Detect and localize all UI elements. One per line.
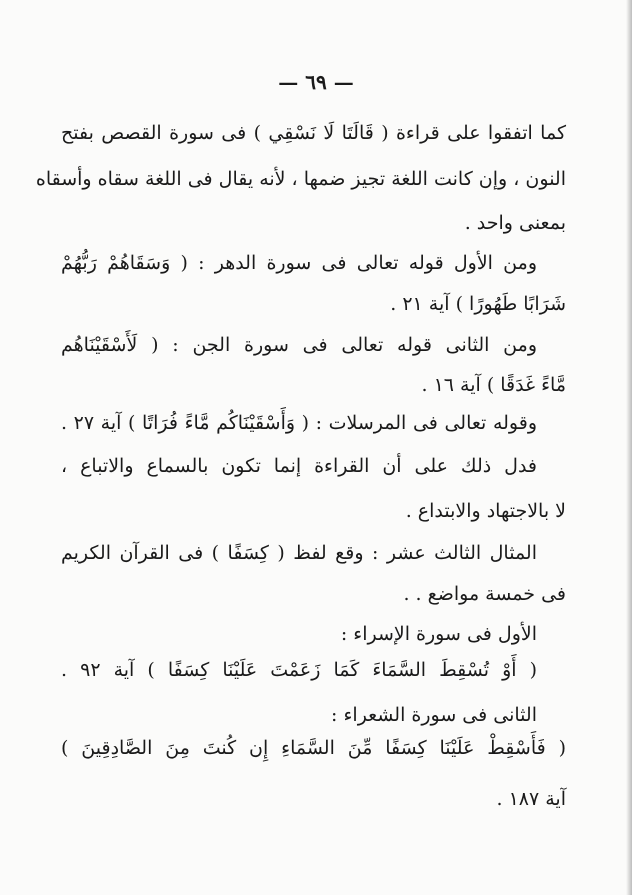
text-line-3: بمعنى واحد .	[464, 212, 566, 234]
text-line-10: لا بالاجتهاد والابتداع .	[405, 500, 566, 522]
text-line-2: النون ، وإن كانت اللغة تجيز ضمها ، لأنه يقال فى اللغة سقاه وأسقاه	[35, 168, 566, 190]
text-line-14: ( أَوْ تُسْقِطَ السَّمَاءَ كَمَا زَعَمْتَ عَلَيْنَا كِسَفًا ) آية ٩٢ .	[61, 659, 537, 681]
text-line-7: مَّاءً غَدَقًا ) آية ١٦ .	[421, 374, 566, 396]
text-line-12: فى خمسة مواضع . .	[403, 583, 566, 605]
text-line-16: ( فَأَسْقِطْ عَلَيْنَا كِسَفًا مِّنَ السَّمَاءِ إِن كُنتَ مِنَ الصَّادِقِينَ )	[61, 737, 566, 759]
text-line-17: آية ١٨٧ .	[496, 788, 566, 810]
text-line-9: فدل ذلك على أن القراءة إنما تكون بالسماع والاتباع ،	[61, 455, 537, 477]
text-line-6: ومن الثانى قوله تعالى فى سورة الجن : ( لَأَسْقَيْنَاهُم	[61, 334, 537, 356]
page-number: — ٦٩ —	[278, 70, 354, 94]
text-line-13: الأول فى سورة الإسراء :	[340, 623, 537, 645]
text-line-11: المثال الثالث عشر : وقع لفظ ( كِسَفًا ) فى القرآن الكريم	[61, 542, 537, 564]
text-line-5: شَرَابًا طَهُورًا ) آية ٢١ .	[390, 293, 566, 315]
page-edge-shadow	[626, 0, 632, 895]
text-line-1: كما اتفقوا على قراءة ( قَالَتَا لَا نَسْقِي ) فى سورة القصص بفتح	[61, 122, 566, 144]
text-line-8: وقوله تعالى فى المرسلات : ( وَأَسْقَيْنَاكُم مَّاءً فُرَاتًا ) آية ٢٧ .	[61, 412, 537, 434]
text-line-4: ومن الأول قوله تعالى فى سورة الدهر : ( وَسَقَاهُمْ رَبُّهُمْ	[61, 252, 537, 274]
text-line-15: الثانى فى سورة الشعراء :	[331, 704, 537, 726]
